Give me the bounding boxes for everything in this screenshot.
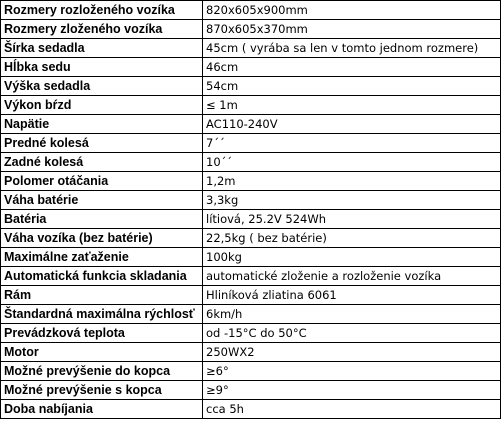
- spec-value: 46cm: [203, 58, 501, 77]
- spec-label: Výška sedadla: [1, 77, 203, 96]
- table-row: [1, 153, 501, 172]
- spec-value: 6km/h: [203, 305, 501, 324]
- spec-label: Zadné kolesá: [1, 153, 203, 172]
- table-row: [1, 96, 501, 115]
- table-row: [1, 115, 501, 134]
- table-row: [1, 58, 501, 77]
- spec-value: cca 5h: [203, 400, 501, 419]
- table-row: [1, 1, 501, 20]
- spec-label: Šírka sedadla: [1, 39, 203, 58]
- spec-value: 54cm: [203, 77, 501, 96]
- spec-label: Možné prevýšenie s kopca: [1, 381, 203, 400]
- spec-value: AC110-240V: [203, 115, 501, 134]
- spec-value: od -15°C do 50°C: [203, 324, 501, 343]
- table-row: [1, 39, 501, 58]
- table-row: [1, 77, 501, 96]
- table-row: [1, 267, 501, 286]
- spec-value: 3,3kg: [203, 191, 501, 210]
- table-row: [1, 324, 501, 343]
- spec-label: Štandardná maximálna rýchlosť: [1, 305, 203, 324]
- table-row: [1, 20, 501, 39]
- spec-label: Váha vozíka (bez batérie): [1, 229, 203, 248]
- spec-label: Batéria: [1, 210, 203, 229]
- spec-label: Napätie: [1, 115, 203, 134]
- spec-table-body: [1, 1, 501, 419]
- table-row: [1, 343, 501, 362]
- spec-value: 1,2m: [203, 172, 501, 191]
- spec-label: Motor: [1, 343, 203, 362]
- spec-value: 22,5kg ( bez batérie): [203, 229, 501, 248]
- spec-value: 45cm ( vyrába sa len v tomto jednom rozmere): [203, 39, 501, 58]
- spec-value: automatické zloženie a rozloženie vozíka: [203, 267, 501, 286]
- spec-label: Predné kolesá: [1, 134, 203, 153]
- spec-label: Váha batérie: [1, 191, 203, 210]
- spec-value: lítiová, 25.2V 524Wh: [203, 210, 501, 229]
- spec-label: Prevádzková teplota: [1, 324, 203, 343]
- spec-value: 100kg: [203, 248, 501, 267]
- spec-value: ≥9°: [203, 381, 501, 400]
- spec-value: Hliníková zliatina 6061: [203, 286, 501, 305]
- spec-label: Rám: [1, 286, 203, 305]
- spec-label: Výkon bŕzd: [1, 96, 203, 115]
- spec-label: Maximálne zaťaženie: [1, 248, 203, 267]
- spec-label: Hĺbka sedu: [1, 58, 203, 77]
- table-row: [1, 248, 501, 267]
- table-row: [1, 286, 501, 305]
- spec-value: ≤ 1m: [203, 96, 501, 115]
- spec-value: 870x605x370mm: [203, 20, 501, 39]
- table-row: [1, 362, 501, 381]
- table-row: [1, 381, 501, 400]
- table-row: [1, 229, 501, 248]
- spec-value: 250WX2: [203, 343, 501, 362]
- spec-label: Doba nabíjania: [1, 400, 203, 419]
- spec-value: 10´´: [203, 153, 501, 172]
- spec-label: Polomer otáčania: [1, 172, 203, 191]
- spec-label: Rozmery zloženého vozíka: [1, 20, 203, 39]
- spec-value: ≥6°: [203, 362, 501, 381]
- spec-label: Rozmery rozloženého vozíka: [1, 1, 203, 20]
- table-row: [1, 172, 501, 191]
- spec-label: Automatická funkcia skladania: [1, 267, 203, 286]
- table-row: [1, 210, 501, 229]
- table-row: [1, 305, 501, 324]
- table-row: [1, 191, 501, 210]
- spec-label: Možné prevýšenie do kopca: [1, 362, 203, 381]
- spec-value: 7´´: [203, 134, 501, 153]
- table-row: [1, 400, 501, 419]
- table-row: [1, 134, 501, 153]
- spec-value: 820x605x900mm: [203, 1, 501, 20]
